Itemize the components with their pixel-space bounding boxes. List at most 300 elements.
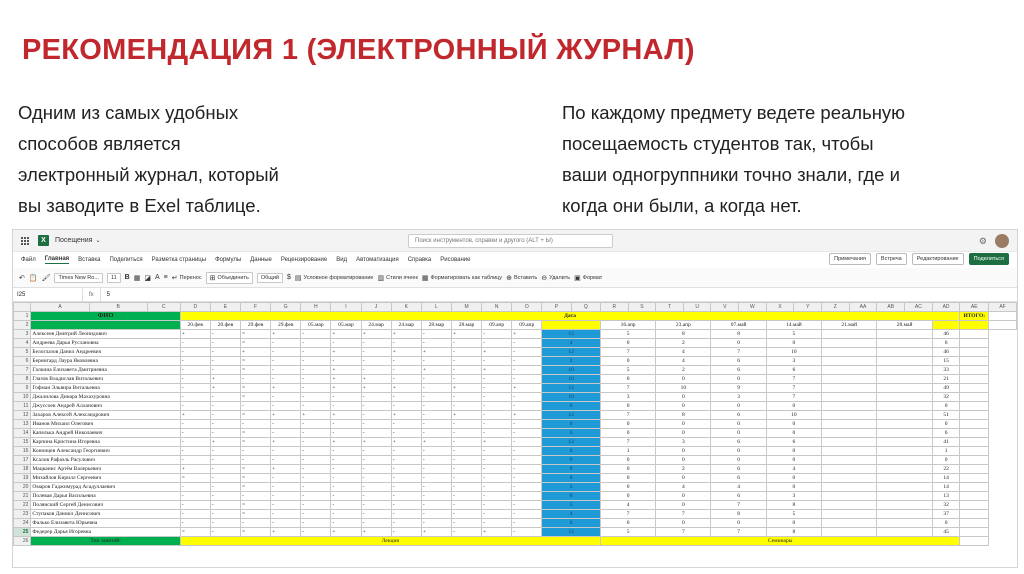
attendance-mark[interactable]: - (301, 474, 331, 483)
cell[interactable] (960, 537, 989, 546)
catchup-button[interactable]: Встреча (876, 253, 907, 265)
attendance-mark[interactable]: + (331, 411, 361, 420)
attendance-mark[interactable]: - (421, 393, 451, 402)
delete-cells-button[interactable] (541, 274, 570, 282)
attendance-mark[interactable]: + (361, 528, 391, 537)
seminar-count[interactable]: 0 (656, 375, 711, 384)
currency-icon[interactable]: $ (286, 274, 291, 281)
total-cell[interactable]: 6 (932, 429, 960, 438)
total-cell[interactable]: 0 (932, 456, 960, 465)
attendance-mark[interactable]: - (301, 429, 331, 438)
attendance-mark[interactable]: = (241, 465, 271, 474)
attendance-mark[interactable]: - (391, 429, 421, 438)
attendance-mark[interactable]: + (241, 348, 271, 357)
seminar-count[interactable]: 0 (600, 357, 655, 366)
cell[interactable] (877, 402, 932, 411)
attendance-mark[interactable]: - (331, 456, 361, 465)
attendance-mark[interactable]: - (482, 429, 512, 438)
fx-icon[interactable]: fx (83, 288, 101, 301)
attendance-mark[interactable]: - (482, 330, 512, 339)
attendance-mark[interactable]: = (241, 438, 271, 447)
row-number[interactable]: 2 (14, 321, 31, 330)
lecture-count[interactable]: 4 (542, 510, 601, 519)
seminar-count[interactable]: 5 (766, 510, 821, 519)
seminar-count[interactable]: 0 (766, 447, 821, 456)
seminar-count[interactable]: 5 (600, 330, 655, 339)
column-header[interactable]: O (512, 303, 542, 312)
attendance-mark[interactable]: - (421, 483, 451, 492)
seminar-count[interactable]: 2 (656, 366, 711, 375)
lecture-count[interactable]: 12 (542, 330, 601, 339)
attendance-mark[interactable]: - (331, 393, 361, 402)
row-number[interactable]: 1 (14, 312, 31, 321)
seminar-count[interactable]: 7 (711, 528, 766, 537)
attendance-mark[interactable]: - (512, 402, 542, 411)
attendance-mark[interactable]: - (451, 456, 481, 465)
seminar-count[interactable]: 3 (600, 393, 655, 402)
cell[interactable] (822, 492, 877, 501)
cell[interactable] (877, 510, 932, 519)
attendance-mark[interactable]: - (301, 447, 331, 456)
student-name[interactable]: Гофман Эльвира Витальевна (31, 384, 180, 393)
seminar-count[interactable]: 0 (656, 447, 711, 456)
lecture-count[interactable]: 10 (542, 366, 601, 375)
seminar-count[interactable]: 6 (766, 366, 821, 375)
seminar-count[interactable]: 0 (600, 375, 655, 384)
row-number[interactable]: 16 (14, 447, 31, 456)
attendance-mark[interactable]: - (301, 438, 331, 447)
lecture-count[interactable]: 2 (542, 483, 601, 492)
column-header[interactable]: AB (877, 303, 905, 312)
formula-input[interactable]: 5 (106, 291, 111, 298)
attendance-mark[interactable]: - (180, 501, 210, 510)
attendance-mark[interactable]: - (391, 456, 421, 465)
cell[interactable] (877, 474, 932, 483)
attendance-mark[interactable]: - (482, 474, 512, 483)
attendance-mark[interactable]: - (421, 375, 451, 384)
cell[interactable] (822, 339, 877, 348)
seminar-count[interactable]: 4 (766, 465, 821, 474)
attendance-mark[interactable]: + (301, 411, 331, 420)
attendance-mark[interactable]: - (361, 519, 391, 528)
student-name[interactable]: Мацкаиис Артём Валерьевич (31, 465, 180, 474)
attendance-mark[interactable]: - (512, 447, 542, 456)
tab-11[interactable]: Рисование (440, 257, 471, 263)
attendance-mark[interactable]: - (512, 393, 542, 402)
attendance-mark[interactable]: - (210, 402, 240, 411)
attendance-mark[interactable]: - (451, 501, 481, 510)
row-number[interactable]: 22 (14, 501, 31, 510)
attendance-mark[interactable]: - (451, 519, 481, 528)
cell[interactable] (932, 321, 960, 330)
seminar-count[interactable]: 6 (766, 438, 821, 447)
column-header[interactable]: N (482, 303, 512, 312)
row-number[interactable]: 13 (14, 420, 31, 429)
attendance-mark[interactable]: - (451, 438, 481, 447)
attendance-mark[interactable]: + (331, 330, 361, 339)
attendance-mark[interactable]: = (241, 411, 271, 420)
column-header[interactable]: I (331, 303, 361, 312)
attendance-mark[interactable]: - (391, 528, 421, 537)
attendance-mark[interactable]: - (361, 348, 391, 357)
attendance-mark[interactable]: - (241, 447, 271, 456)
fill-color-icon[interactable]: ◪ (144, 274, 151, 282)
cell[interactable] (877, 330, 932, 339)
column-header[interactable]: V (711, 303, 739, 312)
lecture-count[interactable]: 12 (542, 411, 601, 420)
attendance-mark[interactable]: + (512, 384, 542, 393)
attendance-mark[interactable]: = (241, 474, 271, 483)
attendance-mark[interactable]: - (482, 483, 512, 492)
column-header[interactable]: AD (932, 303, 960, 312)
attendance-mark[interactable]: + (512, 411, 542, 420)
attendance-mark[interactable]: - (180, 447, 210, 456)
attendance-mark[interactable]: - (331, 501, 361, 510)
column-header[interactable]: M (451, 303, 481, 312)
document-name[interactable]: Посещения (55, 237, 93, 244)
lecture-count[interactable]: 0 (542, 456, 601, 465)
seminar-count[interactable]: 1 (600, 447, 655, 456)
attendance-mark[interactable]: + (421, 438, 451, 447)
seminar-count[interactable]: 10 (766, 411, 821, 420)
cell[interactable] (822, 483, 877, 492)
attendance-mark[interactable]: - (331, 519, 361, 528)
row-number[interactable]: 10 (14, 393, 31, 402)
attendance-mark[interactable]: + (451, 330, 481, 339)
lecture-count[interactable]: 4 (542, 339, 601, 348)
cell[interactable] (822, 348, 877, 357)
total-cell[interactable]: 32 (932, 501, 960, 510)
seminar-count[interactable]: 7 (711, 501, 766, 510)
total-cell[interactable]: 41 (932, 438, 960, 447)
seminar-count[interactable]: 0 (656, 393, 711, 402)
attendance-mark[interactable]: - (482, 384, 512, 393)
cell[interactable] (877, 375, 932, 384)
cell[interactable] (960, 339, 989, 348)
seminar-count[interactable]: 5 (600, 366, 655, 375)
attendance-mark[interactable]: - (331, 483, 361, 492)
attendance-mark[interactable]: - (180, 375, 210, 384)
attendance-mark[interactable]: + (331, 384, 361, 393)
student-name[interactable]: Андреева Дарья Руслановна (31, 339, 180, 348)
attendance-mark[interactable]: + (210, 384, 240, 393)
attendance-mark[interactable]: + (271, 330, 301, 339)
attendance-mark[interactable]: - (512, 357, 542, 366)
worksheet-grid[interactable] (13, 302, 1017, 548)
attendance-mark[interactable]: - (421, 474, 451, 483)
attendance-mark[interactable]: - (301, 348, 331, 357)
cell[interactable] (989, 321, 1017, 330)
attendance-mark[interactable]: - (361, 393, 391, 402)
row-number[interactable]: 11 (14, 402, 31, 411)
tab-10[interactable]: Справка (407, 257, 432, 263)
cell[interactable] (960, 528, 989, 537)
column-header[interactable]: J (361, 303, 391, 312)
attendance-mark[interactable]: - (451, 528, 481, 537)
student-name[interactable]: Галкина Елизавета Дмитриевна (31, 366, 180, 375)
attendance-mark[interactable]: - (180, 402, 210, 411)
attendance-mark[interactable]: = (241, 393, 271, 402)
attendance-mark[interactable]: + (482, 438, 512, 447)
cell[interactable] (960, 411, 989, 420)
attendance-mark[interactable]: - (301, 393, 331, 402)
cell[interactable] (822, 402, 877, 411)
attendance-mark[interactable]: - (301, 492, 331, 501)
undo-icon[interactable]: ↶ (19, 274, 25, 282)
attendance-mark[interactable]: - (482, 456, 512, 465)
attendance-mark[interactable]: - (180, 384, 210, 393)
attendance-mark[interactable]: - (482, 375, 512, 384)
attendance-mark[interactable]: - (271, 474, 301, 483)
cell[interactable] (877, 429, 932, 438)
cell[interactable] (822, 375, 877, 384)
seminar-count[interactable]: 0 (600, 429, 655, 438)
tab-3[interactable]: Поделиться (109, 257, 143, 263)
seminar-count[interactable]: 0 (600, 456, 655, 465)
column-header[interactable]: AF (989, 303, 1017, 312)
seminar-count[interactable]: 0 (656, 456, 711, 465)
cell[interactable] (960, 447, 989, 456)
attendance-mark[interactable]: + (391, 384, 421, 393)
seminar-count[interactable]: 4 (600, 501, 655, 510)
cell[interactable] (877, 393, 932, 402)
column-header[interactable]: L (421, 303, 451, 312)
column-header[interactable] (14, 303, 31, 312)
cell[interactable] (877, 519, 932, 528)
student-name[interactable]: Джуссоев Андрей Алланович (31, 402, 180, 411)
seminar-count[interactable]: 0 (600, 465, 655, 474)
attendance-mark[interactable]: - (271, 429, 301, 438)
tab-5[interactable]: Формулы (215, 257, 242, 263)
seminar-count[interactable]: 8 (656, 330, 711, 339)
cell[interactable] (877, 447, 932, 456)
seminar-count[interactable]: 0 (766, 456, 821, 465)
cell[interactable] (822, 330, 877, 339)
seminar-count[interactable]: 0 (600, 402, 655, 411)
cell[interactable] (960, 510, 989, 519)
attendance-mark[interactable]: - (271, 519, 301, 528)
seminar-count[interactable]: 4 (656, 348, 711, 357)
cell[interactable] (960, 474, 989, 483)
cell[interactable] (877, 456, 932, 465)
cell[interactable] (822, 528, 877, 537)
attendance-mark[interactable]: - (391, 519, 421, 528)
seminar-count[interactable]: 0 (600, 519, 655, 528)
seminar-count[interactable]: 6 (711, 465, 766, 474)
attendance-mark[interactable]: - (451, 348, 481, 357)
student-name[interactable]: Полянский Сергей Денисович (31, 501, 180, 510)
cell[interactable] (960, 420, 989, 429)
attendance-mark[interactable]: - (271, 402, 301, 411)
attendance-mark[interactable]: - (451, 447, 481, 456)
attendance-mark[interactable]: - (301, 456, 331, 465)
cell[interactable] (822, 438, 877, 447)
attendance-mark[interactable]: - (361, 402, 391, 411)
font-color-icon[interactable]: A (154, 274, 160, 281)
attendance-mark[interactable]: - (301, 519, 331, 528)
seminar-count[interactable]: 0 (656, 492, 711, 501)
attendance-mark[interactable]: + (271, 528, 301, 537)
student-name[interactable]: Полевая Дарья Васильевна (31, 492, 180, 501)
attendance-mark[interactable]: - (271, 456, 301, 465)
avatar[interactable] (995, 234, 1009, 248)
merge-button[interactable] (206, 272, 253, 284)
seminar-count[interactable]: 7 (766, 384, 821, 393)
attendance-mark[interactable]: = (241, 330, 271, 339)
seminar-count[interactable]: 0 (600, 492, 655, 501)
seminar-count[interactable]: 3 (766, 492, 821, 501)
attendance-mark[interactable]: - (421, 492, 451, 501)
total-cell[interactable]: 0 (932, 519, 960, 528)
student-name[interactable]: Карпина Кристина Игоревна (31, 438, 180, 447)
attendance-mark[interactable]: - (180, 492, 210, 501)
cell[interactable] (877, 528, 932, 537)
attendance-mark[interactable]: = (180, 474, 210, 483)
format-as-table-button[interactable] (422, 274, 502, 282)
row-number[interactable]: 4 (14, 339, 31, 348)
lecture-count[interactable]: 6 (542, 429, 601, 438)
cell[interactable] (960, 438, 989, 447)
column-header[interactable]: F (241, 303, 271, 312)
cell[interactable] (822, 456, 877, 465)
seminar-count[interactable]: 7 (656, 510, 711, 519)
row-number[interactable]: 24 (14, 519, 31, 528)
attendance-mark[interactable]: - (361, 420, 391, 429)
attendance-mark[interactable]: - (482, 447, 512, 456)
attendance-mark[interactable]: - (210, 330, 240, 339)
student-name[interactable]: Алексеев Дмитрий Леонидович (31, 330, 180, 339)
total-cell[interactable]: 13 (932, 492, 960, 501)
attendance-mark[interactable]: = (241, 429, 271, 438)
lecture-count[interactable]: 12 (542, 348, 601, 357)
cell[interactable] (960, 501, 989, 510)
column-header[interactable]: K (391, 303, 421, 312)
seminar-count[interactable]: 0 (766, 420, 821, 429)
attendance-mark[interactable]: - (210, 501, 240, 510)
attendance-mark[interactable]: - (391, 420, 421, 429)
cell[interactable] (877, 501, 932, 510)
lecture-count[interactable]: 8 (542, 474, 601, 483)
row-number[interactable]: 17 (14, 456, 31, 465)
attendance-mark[interactable]: + (482, 528, 512, 537)
attendance-mark[interactable]: + (451, 384, 481, 393)
cell[interactable] (960, 402, 989, 411)
column-header[interactable]: AC (905, 303, 933, 312)
attendance-mark[interactable]: - (361, 510, 391, 519)
seminar-count[interactable]: 4 (656, 357, 711, 366)
attendance-mark[interactable]: = (180, 528, 210, 537)
column-header[interactable]: AE (960, 303, 989, 312)
attendance-mark[interactable]: - (482, 492, 512, 501)
attendance-mark[interactable]: + (512, 330, 542, 339)
attendance-mark[interactable]: - (391, 501, 421, 510)
cell[interactable] (877, 357, 932, 366)
attendance-mark[interactable]: - (271, 375, 301, 384)
total-cell[interactable]: 32 (932, 393, 960, 402)
total-cell[interactable]: 49 (932, 384, 960, 393)
attendance-mark[interactable]: - (210, 357, 240, 366)
cell[interactable] (877, 492, 932, 501)
attendance-mark[interactable]: + (391, 330, 421, 339)
format-cells-button[interactable] (574, 274, 602, 282)
column-header[interactable]: S (628, 303, 656, 312)
tab-6[interactable]: Данные (250, 257, 272, 263)
total-cell[interactable]: 14 (932, 483, 960, 492)
seminar-count[interactable]: 0 (711, 519, 766, 528)
attendance-mark[interactable]: - (331, 357, 361, 366)
attendance-mark[interactable]: - (180, 393, 210, 402)
total-cell[interactable]: 46 (932, 348, 960, 357)
cell[interactable] (822, 366, 877, 375)
attendance-mark[interactable]: - (361, 474, 391, 483)
insert-cells-button[interactable] (506, 274, 537, 282)
seminar-count[interactable]: 0 (711, 429, 766, 438)
attendance-mark[interactable]: - (421, 420, 451, 429)
attendance-mark[interactable]: - (451, 483, 481, 492)
attendance-mark[interactable]: - (271, 357, 301, 366)
seminar-count[interactable]: 7 (656, 528, 711, 537)
seminar-count[interactable]: 10 (656, 384, 711, 393)
column-header[interactable]: D (180, 303, 210, 312)
column-header[interactable]: H (301, 303, 331, 312)
attendance-mark[interactable]: - (451, 393, 481, 402)
attendance-mark[interactable]: - (301, 339, 331, 348)
attendance-mark[interactable]: - (180, 438, 210, 447)
seminar-count[interactable]: 5 (766, 330, 821, 339)
attendance-mark[interactable]: - (482, 519, 512, 528)
seminar-count[interactable]: 9 (711, 384, 766, 393)
attendance-mark[interactable]: - (451, 402, 481, 411)
attendance-mark[interactable]: - (331, 420, 361, 429)
cell[interactable] (822, 474, 877, 483)
attendance-mark[interactable]: - (361, 492, 391, 501)
attendance-mark[interactable]: - (451, 474, 481, 483)
attendance-mark[interactable]: - (210, 528, 240, 537)
attendance-mark[interactable]: - (421, 519, 451, 528)
seminar-count[interactable]: 0 (600, 420, 655, 429)
tab-4[interactable]: Разметка страницы (151, 257, 207, 263)
attendance-mark[interactable]: - (451, 339, 481, 348)
attendance-mark[interactable]: - (512, 474, 542, 483)
tab-9[interactable]: Автоматизация (356, 257, 399, 263)
attendance-mark[interactable]: + (482, 366, 512, 375)
seminar-count[interactable]: 0 (711, 339, 766, 348)
align-icon[interactable]: ≡ (163, 274, 168, 281)
attendance-mark[interactable]: - (391, 510, 421, 519)
number-format-select[interactable]: Общий (257, 273, 283, 283)
lecture-count[interactable]: 8 (542, 492, 601, 501)
attendance-mark[interactable]: - (301, 465, 331, 474)
row-number[interactable]: 20 (14, 483, 31, 492)
attendance-mark[interactable]: - (421, 339, 451, 348)
seminar-count[interactable]: 8 (711, 510, 766, 519)
attendance-mark[interactable]: + (361, 384, 391, 393)
attendance-mark[interactable]: - (180, 339, 210, 348)
cell[interactable] (877, 483, 932, 492)
attendance-mark[interactable]: - (451, 420, 481, 429)
lecture-count[interactable]: 12 (542, 528, 601, 537)
attendance-mark[interactable]: - (361, 339, 391, 348)
attendance-mark[interactable]: - (301, 420, 331, 429)
cell[interactable] (960, 465, 989, 474)
seminar-count[interactable]: 0 (711, 456, 766, 465)
total-cell[interactable]: 15 (932, 357, 960, 366)
cell[interactable] (542, 321, 601, 330)
lecture-count[interactable]: 12 (542, 438, 601, 447)
chevron-down-icon[interactable]: ⌄ (95, 238, 101, 244)
attendance-mark[interactable]: - (180, 429, 210, 438)
attendance-mark[interactable]: + (271, 384, 301, 393)
